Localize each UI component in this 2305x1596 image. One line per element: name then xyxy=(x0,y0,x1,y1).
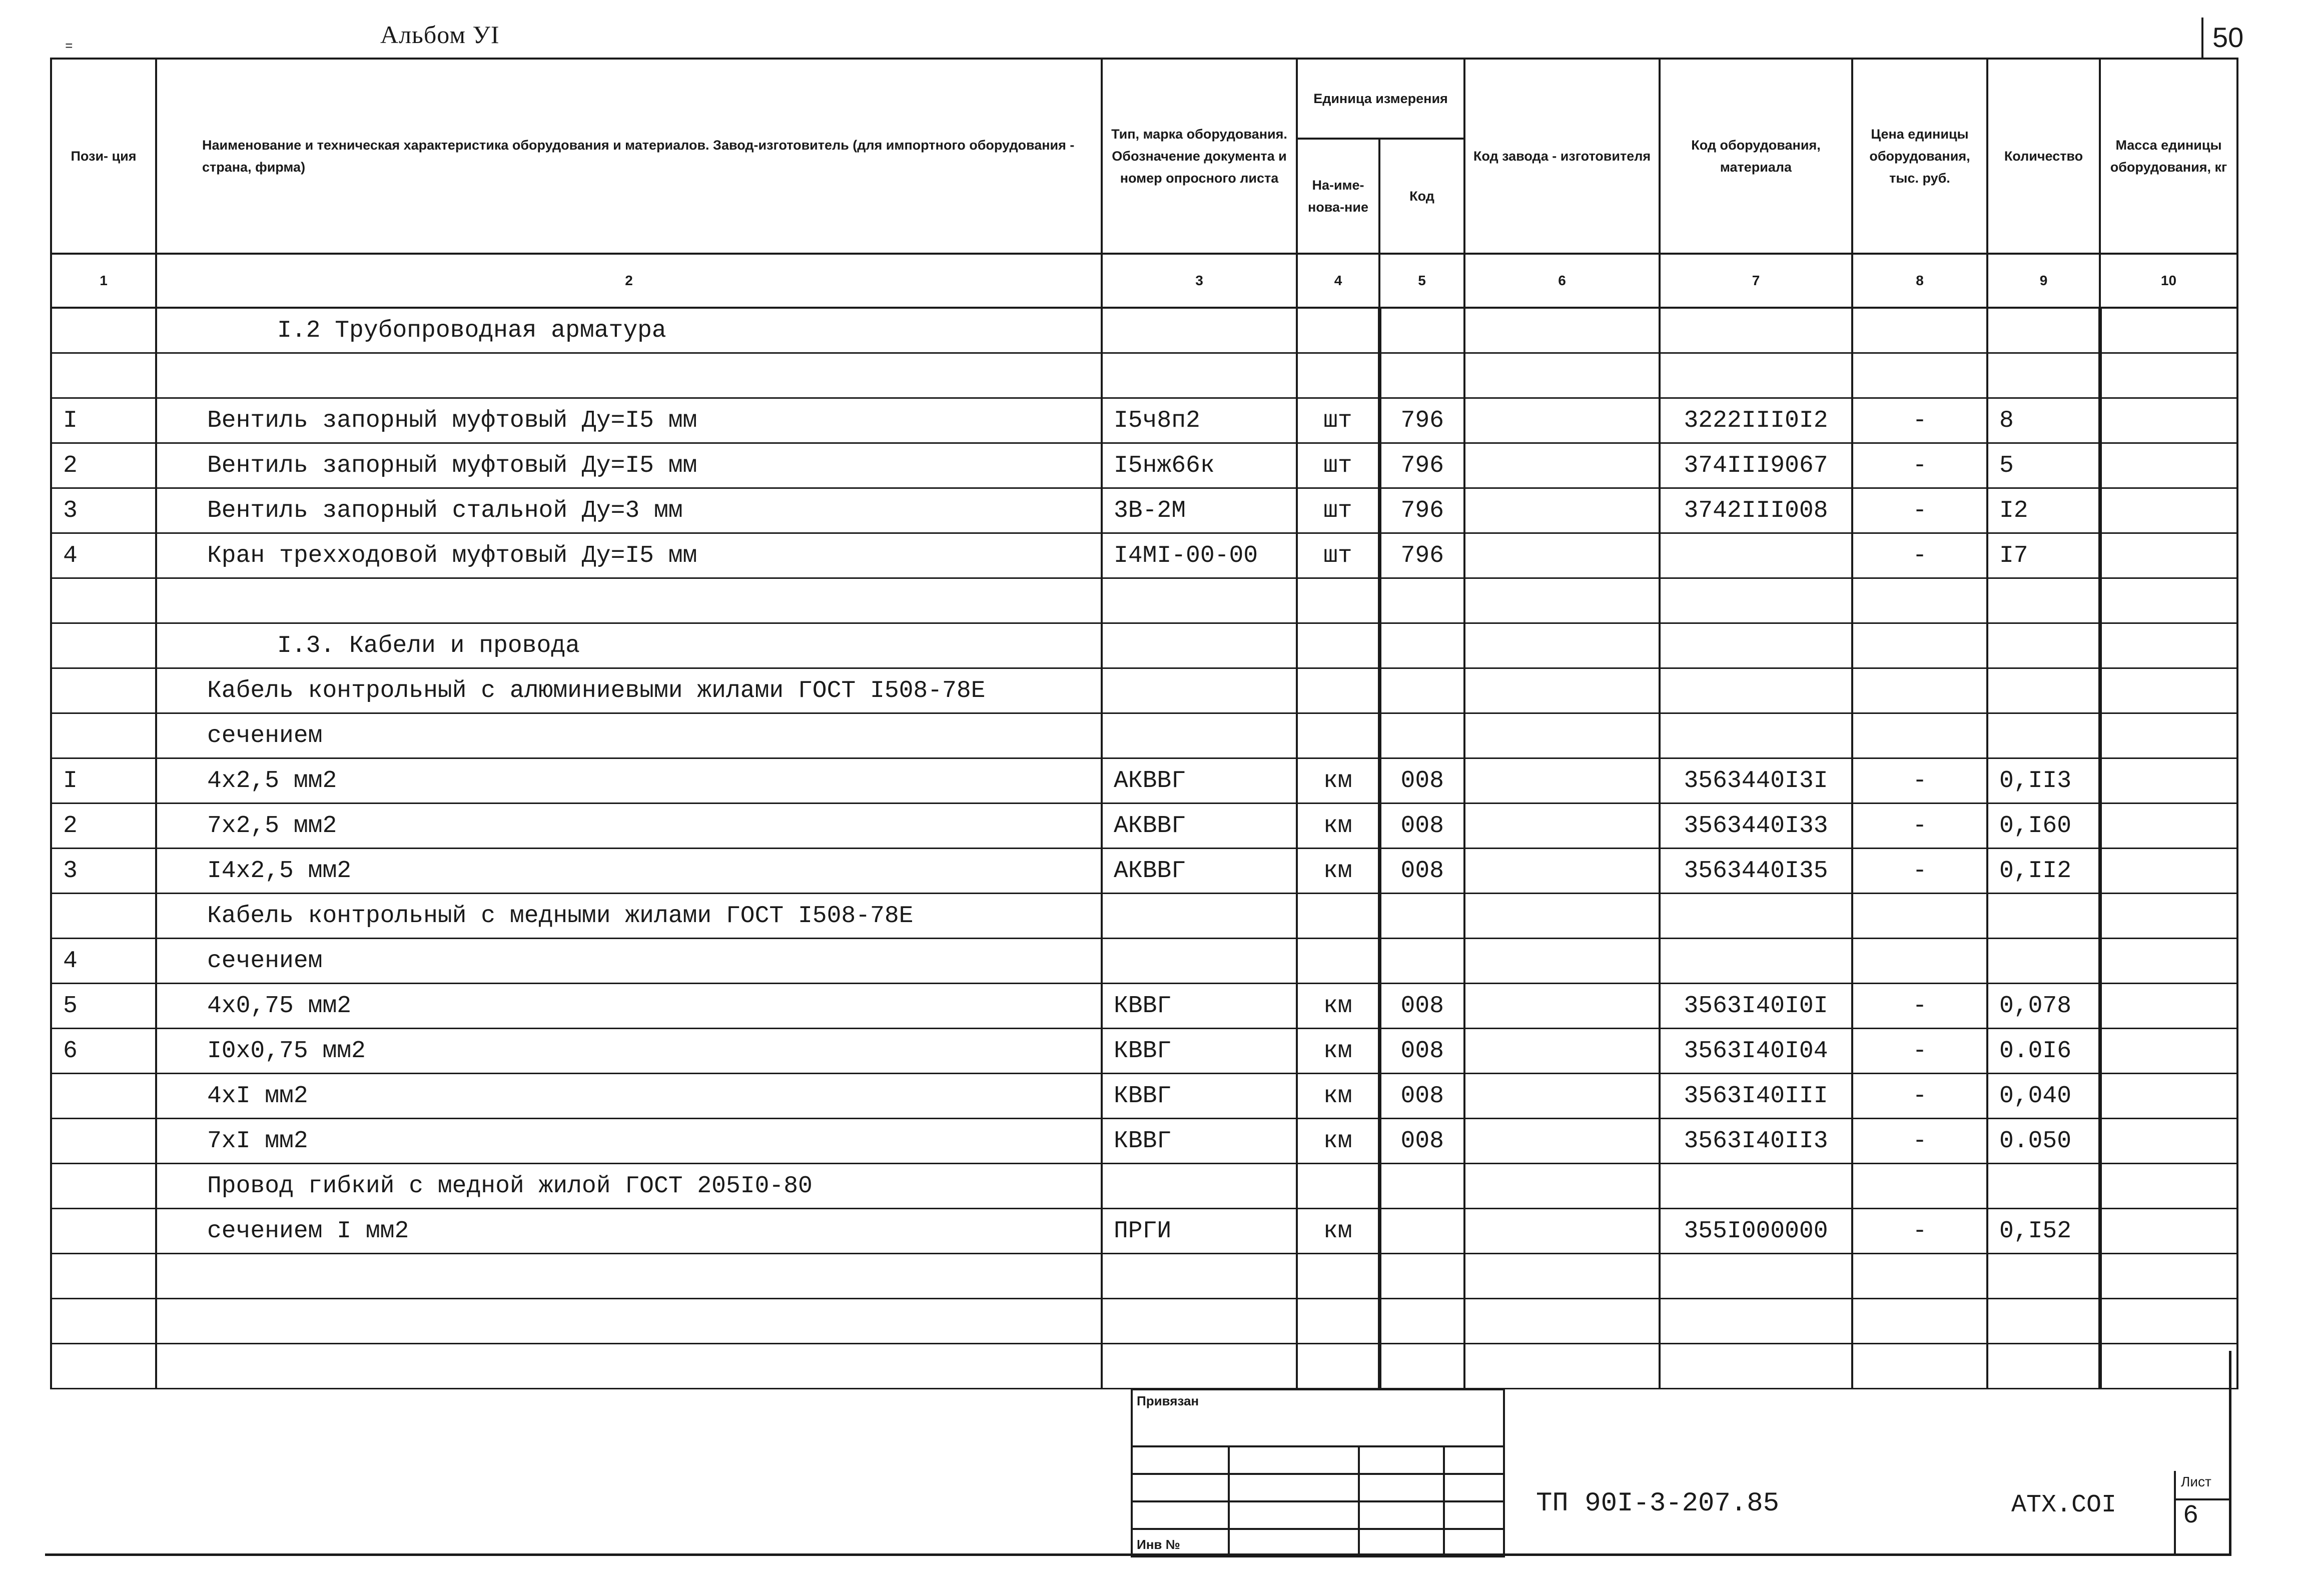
approval-stamp xyxy=(1131,1388,1505,1557)
row-factory-code xyxy=(1464,308,1660,353)
table-row xyxy=(51,488,2237,533)
row-unit-code: 008 xyxy=(1379,1029,1464,1074)
row-equipment-code: 3563I40II3 xyxy=(1660,1119,1852,1164)
row-factory-code xyxy=(1464,758,1660,804)
document-code: ТП 90I-3-207.85 xyxy=(1536,1488,1780,1519)
row-equipment-code: 3563I40I04 xyxy=(1660,1029,1852,1074)
table-row xyxy=(51,1164,2237,1209)
row-mass xyxy=(2100,488,2237,533)
row-type xyxy=(1102,1164,1297,1209)
row-factory-code xyxy=(1464,804,1660,849)
header-unit-code: Код xyxy=(1379,139,1464,254)
row-position xyxy=(51,308,156,353)
row-quantity: 0.050 xyxy=(1987,1119,2100,1164)
row-type xyxy=(1102,1254,1297,1299)
row-name xyxy=(156,1299,1102,1344)
row-unit: км xyxy=(1297,1074,1379,1119)
row-unit-code: 796 xyxy=(1379,398,1464,443)
table-row xyxy=(51,398,2237,443)
row-unit-code xyxy=(1379,668,1464,713)
row-factory-code xyxy=(1464,1299,1660,1344)
row-unit-code: 796 xyxy=(1379,443,1464,488)
row-type: ПРГИ xyxy=(1102,1209,1297,1254)
header-price: Цена единицы оборудования, тыс. руб. xyxy=(1852,59,1987,254)
row-factory-code xyxy=(1464,488,1660,533)
row-factory-code xyxy=(1464,353,1660,398)
row-quantity: 0,040 xyxy=(1987,1074,2100,1119)
row-type xyxy=(1102,894,1297,939)
row-factory-code xyxy=(1464,1119,1660,1164)
row-name: I0х0,75 мм2 xyxy=(156,1029,1102,1074)
table-row xyxy=(51,1299,2237,1344)
row-type: КВВГ xyxy=(1102,984,1297,1029)
row-type: АКВВГ xyxy=(1102,849,1297,894)
row-factory-code xyxy=(1464,713,1660,758)
row-price xyxy=(1852,1299,1987,1344)
row-name: I.2 Трубопроводная арматура xyxy=(156,308,1102,353)
table-row xyxy=(51,1119,2237,1164)
row-mass xyxy=(2100,668,2237,713)
row-quantity xyxy=(1987,668,2100,713)
row-equipment-code xyxy=(1660,533,1852,578)
row-factory-code xyxy=(1464,1164,1660,1209)
row-price xyxy=(1852,308,1987,353)
row-unit-code: 008 xyxy=(1379,758,1464,804)
row-name: Кран трехходовой муфтовый Ду=I5 мм xyxy=(156,533,1102,578)
row-mass xyxy=(2100,1344,2237,1389)
row-equipment-code xyxy=(1660,1299,1852,1344)
row-price: - xyxy=(1852,758,1987,804)
row-unit-code xyxy=(1379,1344,1464,1389)
row-equipment-code: 374III9067 xyxy=(1660,443,1852,488)
row-name xyxy=(156,1344,1102,1389)
stamp-inventory-label: Инв № xyxy=(1137,1537,1180,1552)
row-unit xyxy=(1297,713,1379,758)
row-factory-code xyxy=(1464,1029,1660,1074)
col-num: 9 xyxy=(1987,254,2100,308)
row-factory-code xyxy=(1464,1254,1660,1299)
row-unit-code xyxy=(1379,308,1464,353)
col-num: 8 xyxy=(1852,254,1987,308)
row-position xyxy=(51,1299,156,1344)
table-row xyxy=(51,984,2237,1029)
row-quantity: 0,078 xyxy=(1987,984,2100,1029)
row-price: - xyxy=(1852,398,1987,443)
row-price: - xyxy=(1852,533,1987,578)
row-name: сечением xyxy=(156,939,1102,984)
row-unit: км xyxy=(1297,804,1379,849)
row-position xyxy=(51,894,156,939)
row-position: 3 xyxy=(51,849,156,894)
row-unit-code: 008 xyxy=(1379,1119,1464,1164)
row-unit xyxy=(1297,1344,1379,1389)
row-unit-code: 008 xyxy=(1379,804,1464,849)
row-type: I4MI-00-00 xyxy=(1102,533,1297,578)
row-unit xyxy=(1297,668,1379,713)
row-position: 2 xyxy=(51,804,156,849)
row-factory-code xyxy=(1464,984,1660,1029)
row-position xyxy=(51,1209,156,1254)
row-factory-code xyxy=(1464,668,1660,713)
sheet-box xyxy=(2174,1471,2231,1553)
row-price xyxy=(1852,353,1987,398)
row-unit-code xyxy=(1379,578,1464,623)
row-price: - xyxy=(1852,849,1987,894)
row-unit-code xyxy=(1379,1254,1464,1299)
row-mass xyxy=(2100,713,2237,758)
row-equipment-code xyxy=(1660,1164,1852,1209)
row-equipment-code: 3563I40I0I xyxy=(1660,984,1852,1029)
row-name: 7хI мм2 xyxy=(156,1119,1102,1164)
table-row xyxy=(51,668,2237,713)
row-position xyxy=(51,623,156,668)
row-position xyxy=(51,1254,156,1299)
row-type: I5нж66к xyxy=(1102,443,1297,488)
header-type: Тип, марка оборудования. Обозначение документа и номер опросного листа xyxy=(1102,59,1297,254)
row-unit-code: 796 xyxy=(1379,488,1464,533)
row-name: Вентиль запорный муфтовый Ду=I5 мм xyxy=(156,443,1102,488)
row-position: I xyxy=(51,398,156,443)
sheet-number: 6 xyxy=(2183,1501,2199,1530)
row-unit: км xyxy=(1297,984,1379,1029)
row-equipment-code xyxy=(1660,308,1852,353)
row-quantity: I7 xyxy=(1987,533,2100,578)
row-factory-code xyxy=(1464,849,1660,894)
col-num: 3 xyxy=(1102,254,1297,308)
row-position: 2 xyxy=(51,443,156,488)
row-position xyxy=(51,353,156,398)
row-equipment-code xyxy=(1660,713,1852,758)
row-type xyxy=(1102,1299,1297,1344)
row-type xyxy=(1102,668,1297,713)
row-unit-code xyxy=(1379,623,1464,668)
row-unit-code xyxy=(1379,353,1464,398)
row-price: - xyxy=(1852,1074,1987,1119)
row-price: - xyxy=(1852,1209,1987,1254)
row-equipment-code xyxy=(1660,894,1852,939)
top-mark: = xyxy=(65,39,73,54)
table-row xyxy=(51,1209,2237,1254)
album-title: Альбом УI xyxy=(380,21,500,49)
col-num: 5 xyxy=(1379,254,1464,308)
page-number: 50 xyxy=(2201,18,2243,58)
row-factory-code xyxy=(1464,1209,1660,1254)
row-mass xyxy=(2100,623,2237,668)
col-num: 6 xyxy=(1464,254,1660,308)
row-equipment-code xyxy=(1660,1254,1852,1299)
row-equipment-code: 3742III008 xyxy=(1660,488,1852,533)
header-unit-name: На-име-нова-ние xyxy=(1297,139,1379,254)
table-row xyxy=(51,443,2237,488)
row-equipment-code xyxy=(1660,668,1852,713)
row-name: Вентиль запорный муфтовый Ду=I5 мм xyxy=(156,398,1102,443)
row-unit-code: 008 xyxy=(1379,984,1464,1029)
row-quantity xyxy=(1987,1299,2100,1344)
row-mass xyxy=(2100,849,2237,894)
row-type xyxy=(1102,578,1297,623)
row-type xyxy=(1102,308,1297,353)
row-equipment-code: 3222III0I2 xyxy=(1660,398,1852,443)
row-unit: шт xyxy=(1297,533,1379,578)
row-position xyxy=(51,1164,156,1209)
row-mass xyxy=(2100,1209,2237,1254)
row-name: I4х2,5 мм2 xyxy=(156,849,1102,894)
row-quantity: 0,II3 xyxy=(1987,758,2100,804)
row-factory-code xyxy=(1464,533,1660,578)
row-type: КВВГ xyxy=(1102,1119,1297,1164)
row-factory-code xyxy=(1464,894,1660,939)
row-quantity xyxy=(1987,939,2100,984)
row-price: - xyxy=(1852,1119,1987,1164)
table-row xyxy=(51,1074,2237,1119)
row-mass xyxy=(2100,398,2237,443)
header-quantity: Количество xyxy=(1987,59,2100,254)
document-reference: АТХ.СОI xyxy=(2011,1491,2117,1519)
table-row xyxy=(51,533,2237,578)
row-mass xyxy=(2100,443,2237,488)
col-num: 1 xyxy=(51,254,156,308)
row-mass xyxy=(2100,1074,2237,1119)
row-price xyxy=(1852,1344,1987,1389)
row-price xyxy=(1852,623,1987,668)
row-position: 3 xyxy=(51,488,156,533)
row-name xyxy=(156,578,1102,623)
table-row xyxy=(51,353,2237,398)
row-name: Кабель контрольный с медными жилами ГОСТ I508-78Е xyxy=(156,894,1102,939)
row-name: 7х2,5 мм2 xyxy=(156,804,1102,849)
table-row xyxy=(51,939,2237,984)
row-equipment-code xyxy=(1660,578,1852,623)
row-mass xyxy=(2100,758,2237,804)
row-unit: шт xyxy=(1297,398,1379,443)
row-mass xyxy=(2100,984,2237,1029)
row-unit xyxy=(1297,353,1379,398)
row-type: КВВГ xyxy=(1102,1074,1297,1119)
row-equipment-code: 355I000000 xyxy=(1660,1209,1852,1254)
header-name: Наименование и техническая характеристика оборудования и материалов. Завод-изготовитель (для импортного оборудования - страна, фирма) xyxy=(156,59,1102,254)
table-row xyxy=(51,308,2237,353)
row-quantity xyxy=(1987,894,2100,939)
row-position xyxy=(51,1119,156,1164)
table-row xyxy=(51,578,2237,623)
row-unit xyxy=(1297,1299,1379,1344)
row-unit: км xyxy=(1297,1029,1379,1074)
header-factory-code: Код завода - изготовителя xyxy=(1464,59,1660,254)
row-unit-code xyxy=(1379,1164,1464,1209)
row-unit-code xyxy=(1379,894,1464,939)
row-name: I.3. Кабели и провода xyxy=(156,623,1102,668)
row-mass xyxy=(2100,1119,2237,1164)
row-price xyxy=(1852,1254,1987,1299)
row-factory-code xyxy=(1464,623,1660,668)
col-num: 4 xyxy=(1297,254,1379,308)
row-equipment-code: 3563440I33 xyxy=(1660,804,1852,849)
row-position: I xyxy=(51,758,156,804)
row-price: - xyxy=(1852,804,1987,849)
row-factory-code xyxy=(1464,1344,1660,1389)
row-unit: км xyxy=(1297,849,1379,894)
row-name: Провод гибкий с медной жилой ГОСТ 205I0-80 xyxy=(156,1164,1102,1209)
row-name: сечением xyxy=(156,713,1102,758)
row-name: 4х0,75 мм2 xyxy=(156,984,1102,1029)
row-unit xyxy=(1297,939,1379,984)
row-price xyxy=(1852,939,1987,984)
row-type xyxy=(1102,353,1297,398)
row-name: 4хI мм2 xyxy=(156,1074,1102,1119)
row-quantity: 5 xyxy=(1987,443,2100,488)
row-unit: км xyxy=(1297,1209,1379,1254)
row-type: 3В-2М xyxy=(1102,488,1297,533)
row-position: 4 xyxy=(51,533,156,578)
row-position: 6 xyxy=(51,1029,156,1074)
table-row xyxy=(51,1254,2237,1299)
table-row xyxy=(51,894,2237,939)
row-equipment-code xyxy=(1660,623,1852,668)
header-unit-group: Единица измерения xyxy=(1297,59,1464,139)
row-mass xyxy=(2100,308,2237,353)
row-unit: км xyxy=(1297,1119,1379,1164)
row-quantity xyxy=(1987,713,2100,758)
row-unit xyxy=(1297,1254,1379,1299)
row-name: Кабель контрольный с алюминиевыми жилами ГОСТ I508-78Е xyxy=(156,668,1102,713)
header-position: Пози- ция xyxy=(51,59,156,254)
row-price xyxy=(1852,894,1987,939)
row-name: 4х2,5 мм2 xyxy=(156,758,1102,804)
row-price xyxy=(1852,668,1987,713)
row-unit xyxy=(1297,1164,1379,1209)
column-numbers-row xyxy=(51,254,2237,308)
table-row xyxy=(51,804,2237,849)
row-position xyxy=(51,1074,156,1119)
row-unit xyxy=(1297,894,1379,939)
row-factory-code xyxy=(1464,939,1660,984)
row-quantity xyxy=(1987,578,2100,623)
row-type: АКВВГ xyxy=(1102,804,1297,849)
row-quantity: 8 xyxy=(1987,398,2100,443)
row-price: - xyxy=(1852,443,1987,488)
row-position xyxy=(51,578,156,623)
row-quantity: 0,I60 xyxy=(1987,804,2100,849)
row-position xyxy=(51,668,156,713)
row-factory-code xyxy=(1464,1074,1660,1119)
row-name xyxy=(156,353,1102,398)
row-type xyxy=(1102,1344,1297,1389)
row-mass xyxy=(2100,578,2237,623)
table-row xyxy=(51,1029,2237,1074)
row-unit-code xyxy=(1379,939,1464,984)
table-row xyxy=(51,623,2237,668)
row-price xyxy=(1852,578,1987,623)
row-mass xyxy=(2100,1029,2237,1074)
row-unit: шт xyxy=(1297,488,1379,533)
sheet-label: Лист xyxy=(2181,1474,2211,1489)
header-equipment-code: Код оборудования, материала xyxy=(1660,59,1852,254)
header-mass: Масса единицы оборудования, кг xyxy=(2100,59,2237,254)
table-row xyxy=(51,713,2237,758)
row-equipment-code: 3563440I35 xyxy=(1660,849,1852,894)
row-unit-code: 796 xyxy=(1379,533,1464,578)
row-quantity xyxy=(1987,308,2100,353)
row-type xyxy=(1102,713,1297,758)
row-type: АКВВГ xyxy=(1102,758,1297,804)
row-unit: шт xyxy=(1297,443,1379,488)
specification-table xyxy=(50,58,2238,1389)
row-position: 4 xyxy=(51,939,156,984)
row-type xyxy=(1102,623,1297,668)
row-factory-code xyxy=(1464,578,1660,623)
row-quantity: 0.0I6 xyxy=(1987,1029,2100,1074)
row-mass xyxy=(2100,1299,2237,1344)
row-quantity: 0,II2 xyxy=(1987,849,2100,894)
row-unit-code xyxy=(1379,1299,1464,1344)
row-factory-code xyxy=(1464,443,1660,488)
row-name xyxy=(156,1254,1102,1299)
col-num: 7 xyxy=(1660,254,1852,308)
row-unit-code: 008 xyxy=(1379,849,1464,894)
row-unit xyxy=(1297,308,1379,353)
table-row xyxy=(51,1344,2237,1389)
row-quantity xyxy=(1987,623,2100,668)
row-mass xyxy=(2100,533,2237,578)
row-price: - xyxy=(1852,984,1987,1029)
stamp-linked-label: Привязан xyxy=(1137,1393,1199,1408)
row-quantity xyxy=(1987,1254,2100,1299)
row-name: Вентиль запорный стальной Ду=3 мм xyxy=(156,488,1102,533)
row-equipment-code: 3563440I3I xyxy=(1660,758,1852,804)
row-quantity xyxy=(1987,1164,2100,1209)
row-unit-code xyxy=(1379,1209,1464,1254)
row-mass xyxy=(2100,804,2237,849)
row-price xyxy=(1852,713,1987,758)
row-mass xyxy=(2100,1164,2237,1209)
row-position xyxy=(51,713,156,758)
row-quantity xyxy=(1987,353,2100,398)
row-equipment-code xyxy=(1660,353,1852,398)
row-type xyxy=(1102,939,1297,984)
row-mass xyxy=(2100,939,2237,984)
row-factory-code xyxy=(1464,398,1660,443)
row-unit-code: 008 xyxy=(1379,1074,1464,1119)
row-equipment-code xyxy=(1660,939,1852,984)
row-quantity xyxy=(1987,1344,2100,1389)
row-quantity: I2 xyxy=(1987,488,2100,533)
col-num: 2 xyxy=(156,254,1102,308)
row-unit xyxy=(1297,623,1379,668)
row-price xyxy=(1852,1164,1987,1209)
row-unit: км xyxy=(1297,758,1379,804)
table-row xyxy=(51,849,2237,894)
row-equipment-code xyxy=(1660,1344,1852,1389)
row-price: - xyxy=(1852,488,1987,533)
row-quantity: 0,I52 xyxy=(1987,1209,2100,1254)
row-position xyxy=(51,1344,156,1389)
row-unit xyxy=(1297,578,1379,623)
row-price: - xyxy=(1852,1029,1987,1074)
row-mass xyxy=(2100,894,2237,939)
row-position: 5 xyxy=(51,984,156,1029)
row-equipment-code: 3563I40III xyxy=(1660,1074,1852,1119)
row-name: сечением I мм2 xyxy=(156,1209,1102,1254)
table-row xyxy=(51,758,2237,804)
row-type: КВВГ xyxy=(1102,1029,1297,1074)
row-unit-code xyxy=(1379,713,1464,758)
row-type: I5ч8п2 xyxy=(1102,398,1297,443)
col-num: 10 xyxy=(2100,254,2237,308)
row-mass xyxy=(2100,353,2237,398)
row-mass xyxy=(2100,1254,2237,1299)
